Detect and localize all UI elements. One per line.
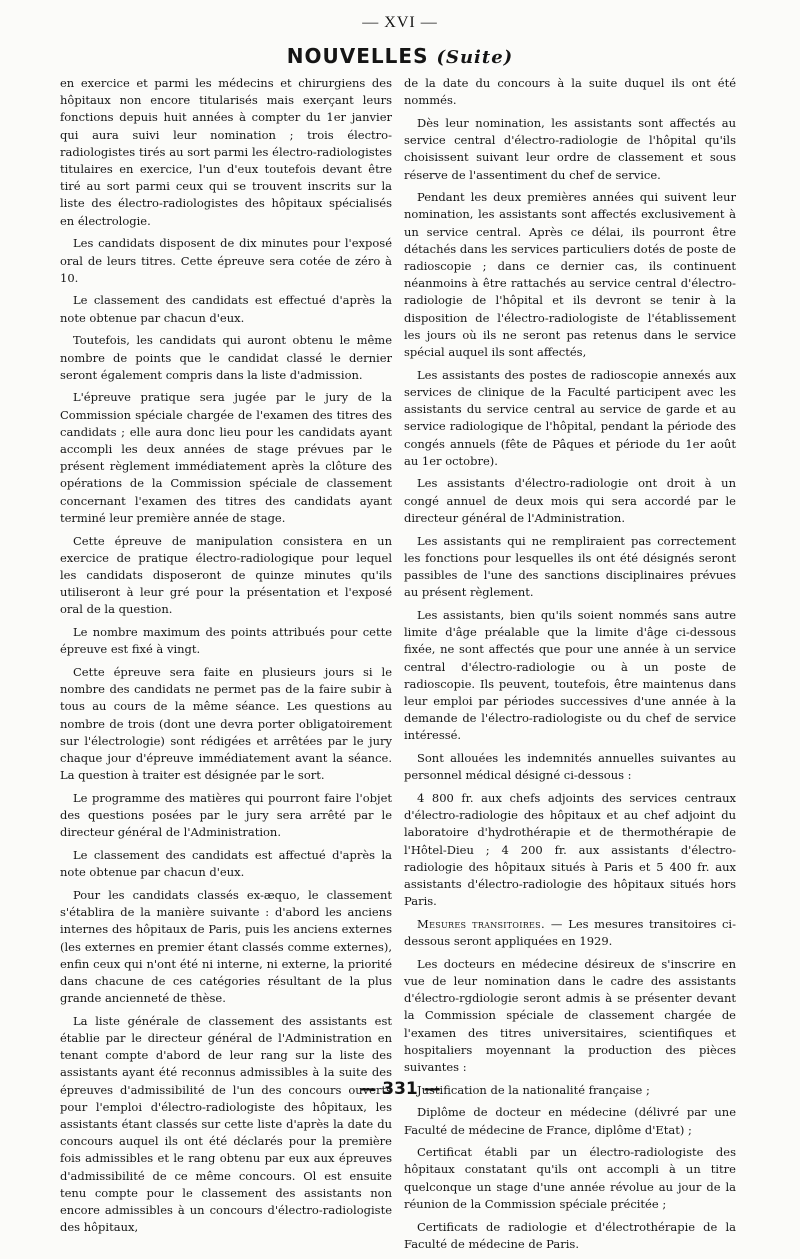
paragraph: Le programme des matières qui pourront faire l'objet des questions posées par le jury sera arrêté par le directeur général de l'Administration. — [60, 790, 392, 840]
paragraph: Les assistants d'électro-radiologie ont droit à un congé annuel de deux mois qui sera accordé par le directeur général de l'Administration. — [404, 476, 736, 525]
paragraph: Les assistants qui ne rempliraient pas correctement les fonctions pour lesquelles ils ont été désignés seront passibles de l'une des sanctions disciplinaires prévues au présent règlement. — [404, 533, 736, 600]
paragraph: Les assistants des postes de radioscopie annexés aux services de clinique de la Faculté participent avec les assistants du service central au service de garde et au service radiologique de l'hôpital, pendant la période des congés annuels (fête de Pâques et période du 1er août au 1er octobre). — [404, 367, 736, 468]
paragraph: en exercice et parmi les médecins et chirurgiens des hôpitaux non encore titularisés mais exerçant leurs fonctions depuis huit années à compter du 1er janvier qui aura suivi leur nomination ; trois électro-radiologistes tirés au sort parmi les électro-radiologistes titulaires en exercice, l'un d'eux toutefois devant être tiré au sort parmi ceux qui se trouvent inscrits sur la liste des électro-radiologistes des hôpitaux spécialisés en électrologie. — [60, 76, 392, 228]
paragraph: Toutefois, les candidats qui auront obtenu le même nombre de points que le candidat classé le dernier seront également compris dans la liste d'admission. — [60, 333, 392, 382]
paragraph-transitional — [404, 916, 736, 950]
paragraph: Pendant les deux premières années qui suivent leur nomination, les assistants sont affectés exclusivement à un service central. Après ce délai, ils pourront être détachés dans les services particuliers dotés de poste de radioscopie ; dans ce dernier cas, ils continuent néanmoins à être rattachés au service central d'électro-radiologie de l'hôpital et ils devront se tenir à la disposition de l'électro-radiologiste de l'établissement les jours où ils ne seront pas retenus dans le service spécial auquel ils sont affectés, — [404, 190, 736, 360]
paragraph: Les candidats disposent de dix minutes pour l'exposé oral de leurs titres. Cette épreuve sera cotée de zéro à 10. — [60, 236, 392, 285]
paragraph: de la date du concours à la suite duquel ils ont été nommés. — [404, 76, 736, 108]
page-folio: — XVI — — [362, 14, 438, 31]
paragraph: Le classement des candidats est affectué d'après la note obtenue par chacun d'eux. — [60, 848, 392, 880]
section-title-suffix: (Suite) — [436, 47, 514, 68]
paragraph: Le nombre maximum des points attribués pour cette épreuve est fixé à vingt. — [60, 625, 392, 657]
section-title: NOUVELLES — [286, 44, 429, 68]
paragraph: Pour les candidats classés ex-æquo, le classement s'établira de la manière suivante : d'abord les anciens internes des hôpitaux de Paris, puis les anciens externes (les externes en premier étant classés comme externes), enfin ceux qui n'ont été ni interne, ni externe, la priorité dans chacune de ces catégories résultant de la plus grande ancienneté de thèse. — [60, 887, 392, 1006]
paragraph: L'épreuve pratique sera jugée par le jury de la Commission spéciale chargée de l'examen des titres des candidats ; elle aura donc lieu pour les candidats ayant accompli les deux années de stage prévues par le présent règlement immédiatement après la clôture des opérations de la Commission spéciale de classement concernant l'examen des titres des candidats ayant terminé leur première année de stage. — [60, 390, 392, 525]
transitional-text: Les mesures transitoires ci-dessous seront appliquées en 1929. — [404, 916, 736, 949]
paragraph: Les docteurs en médecine désireux de s'inscrire en vue de leur nomination dans le cadre des assistants d'électro-rgdiologie seront admis à se présenter devant la Commission spéciale de classement chargée de l'examen des titres universitaires, scientifiques et hospitaliers moyennant la production des pièces suivantes : — [404, 956, 736, 1074]
paragraph: La liste générale de classement des assistants est établie par le directeur général de l'Administration en tenant compte d'abord de leur rang sur la liste des assistants ayant été reconnus admissibles à la suite des épreuves d'admissibilité de l'un des concours ouverts pour l'emploi d'électro-radiologiste des hôpitaux, les assistants étant classés sur cette liste d'après la date du concours auquel ils ont été déclarés pour la première fois admissibles et le rang obtenu par eux aux épreuves d'admissibilité de ce même concours. Ol est ensuite tenu compte pour le classement des assistants non encore admissibles à un concours d'électro-radiologiste des hôpitaux, — [60, 1013, 392, 1235]
transitional-heading: Mesures transitoires. — — [417, 916, 563, 931]
paragraph: Dès leur nomination, les assistants sont affectés au service central d'électro-radiologie de l'hôpital qu'ils choisissent suivant leur ordre de classement et sous réserve de l'assentiment du chef de service. — [404, 115, 736, 182]
left-column — [60, 75, 392, 1242]
paragraph: Cette épreuve de manipulation consistera en un exercice de pratique électro-radiologique pour lequel les candidats disposeront de quinze minutes qu'ils utiliseront à leur gré pour la présentation et l'exposé oral de la question. — [60, 533, 392, 617]
paragraph: Justification de la nationalité française ; — [417, 1082, 650, 1097]
paragraph: Cette épreuve sera faite en plusieurs jours si le nombre des candidats ne permet pas de la faire subir à tous au cours de la même séance. Les questions au nombre de trois (dont une devra porter obligatoirement sur l'électrologie) sont rédigées et arrêtées par le jury chaque jour d'épreuve immédiatement avant la séance. La question à traiter est désignée par le sort. — [60, 665, 392, 783]
paragraph: 4 800 fr. aux chefs adjoints des services centraux d'électro-radiologie des hôpitaux et au chef adjoint du laboratoire d'hydrothérapie et de thermothérapie de l'Hôtel-Dieu ; 4 200 fr. aux assistants d'électro-radiologie des hôpitaux situés à Paris et 5 400 fr. aux assistants d'électro-radiologie des hôpitaux situés hors Paris. — [404, 790, 736, 909]
paragraph: Certificats de radiologie et d'électrothérapie de la Faculté de médecine de Paris. — [404, 1219, 736, 1251]
paragraph: Le classement des candidats est effectué d'après la note obtenue par chacun d'eux. — [60, 293, 392, 325]
paragraph: Diplôme de docteur en médecine (délivré par une Faculté de médecine de France, diplôme d'Etat) ; — [404, 1105, 736, 1137]
page-number: — 331 — — [359, 1079, 441, 1099]
paragraph: Certificat établi par un électro-radiologiste des hôpitaux constatant qu'ils ont accompli à un titre quelconque un stage d'une année révolue au jour de la réunion de la Commission spéciale précitée ; — [404, 1145, 736, 1211]
paragraph: Sont allouées les indemnités annuelles suivantes au personnel médical désigné ci-dessous : — [404, 751, 736, 783]
page-title — [0, 44, 800, 68]
paragraph: Les assistants, bien qu'ils soient nommés sans autre limite d'âge préalable que la limite d'âge ci-dessous fixée, ne sont affectés que pour une année à un service central d'électro-radiologie ou à un poste de radioscopie. Ils peuvent, toutefois, être maintenus dans leur emploi par périodes successives d'une année à la demande de l'électro-radiologiste ou du chef de service intéressé. — [404, 607, 736, 743]
